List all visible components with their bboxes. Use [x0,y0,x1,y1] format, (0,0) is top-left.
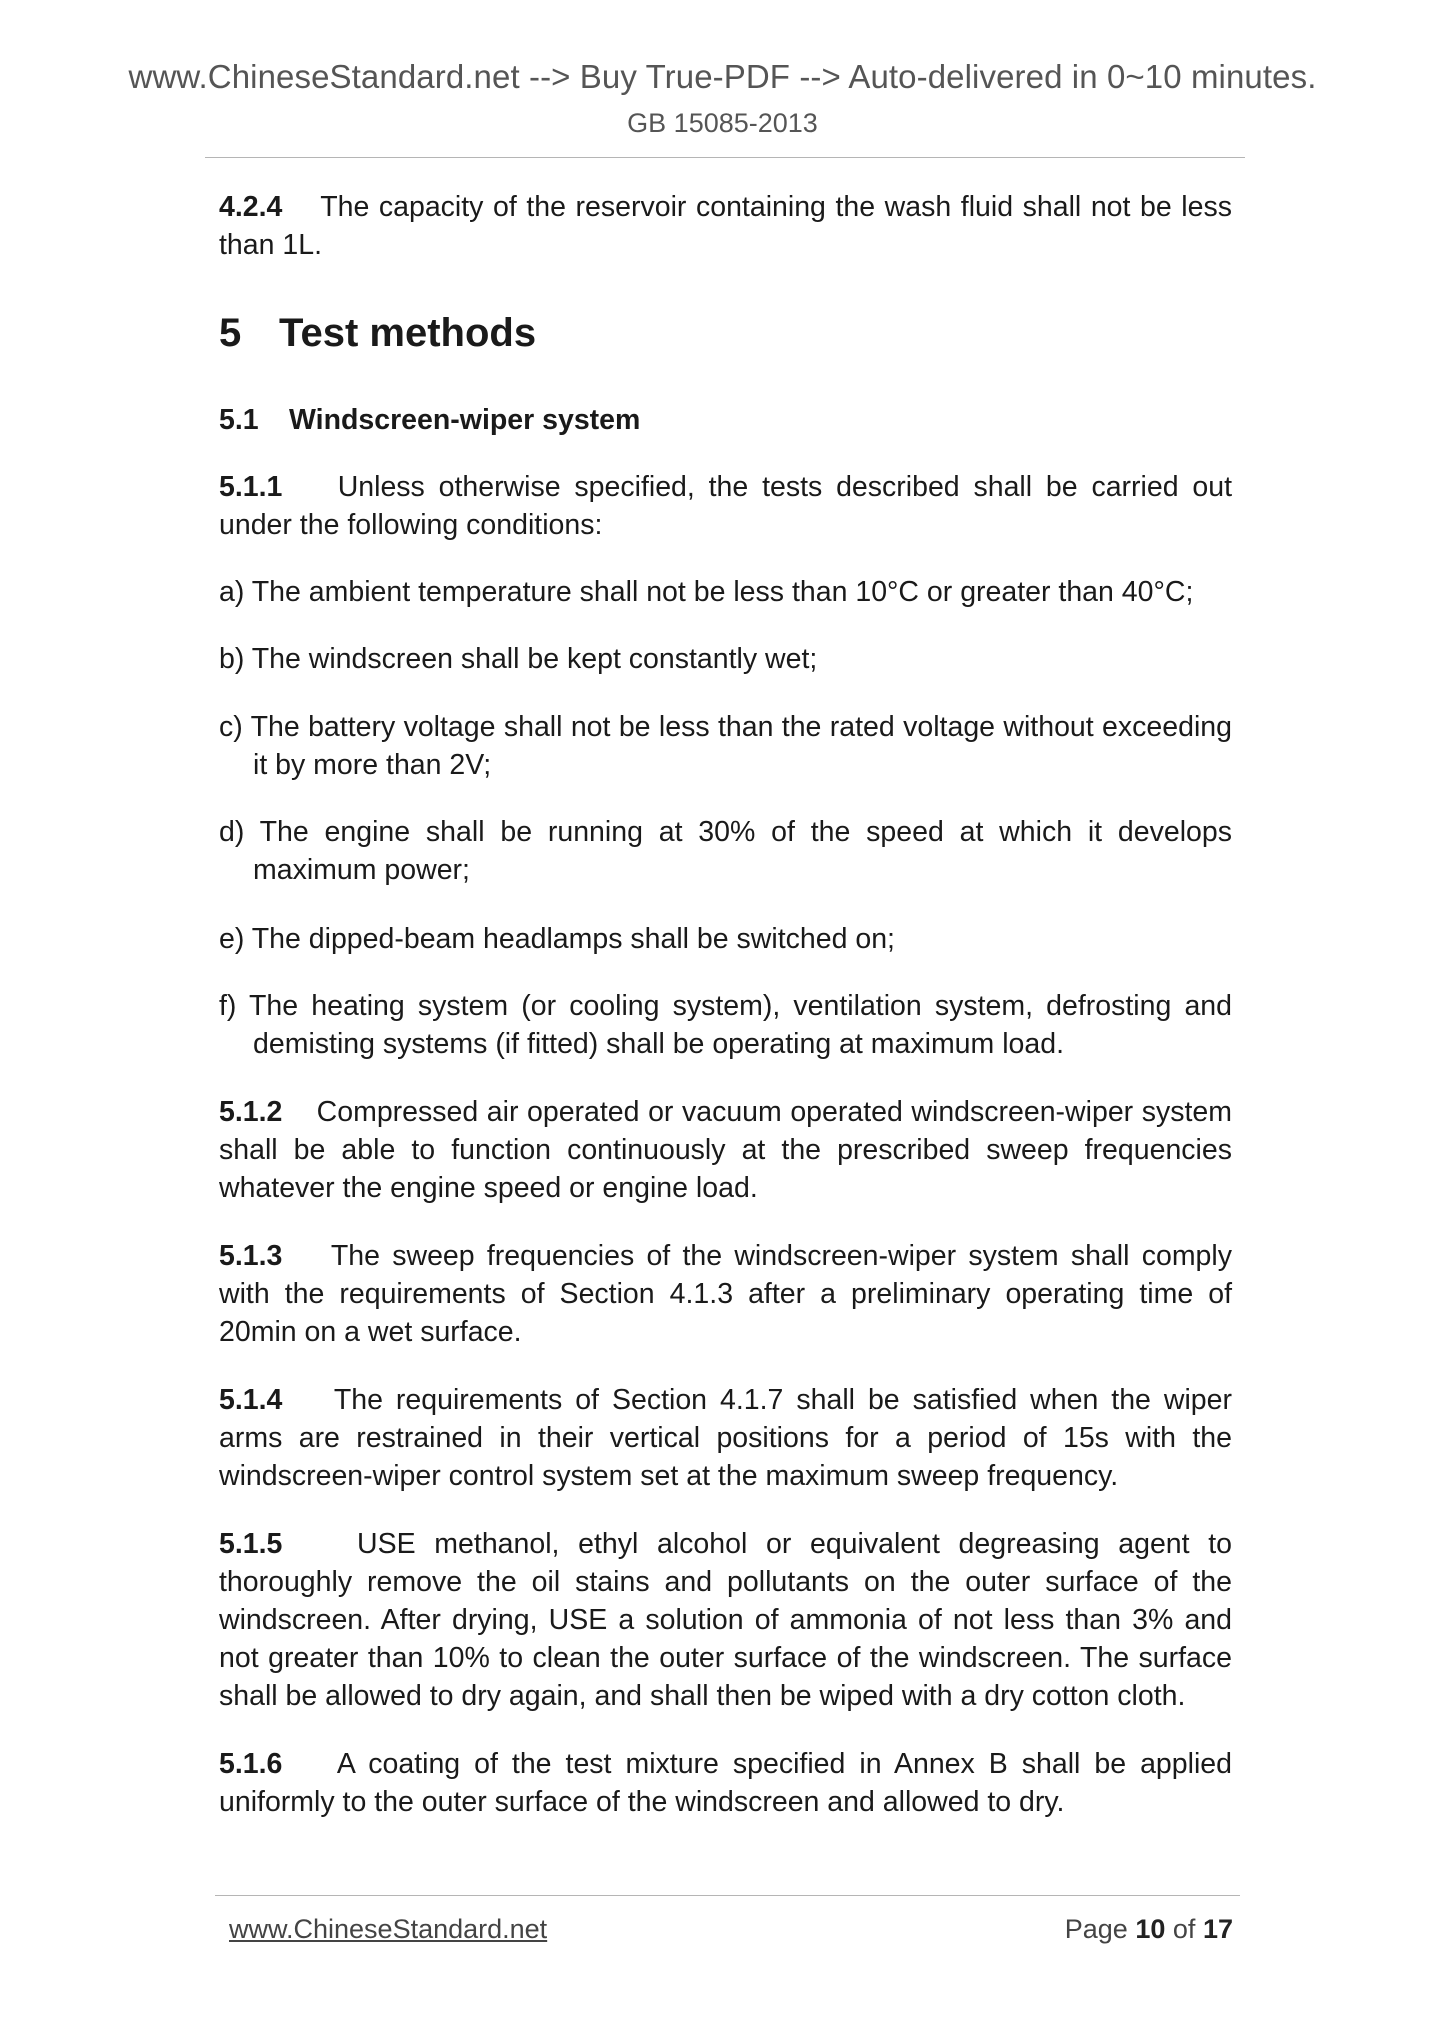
footer-site-link[interactable]: www.ChineseStandard.net [229,1914,548,1944]
clause-text: Unless otherwise specified, the tests described shall be carried out under the following conditions: [219,471,1232,541]
clause-5-1-1 [219,468,1232,544]
page-indicator [1065,1914,1233,1945]
subsection-heading-5-1 [219,401,640,439]
subsection-number: 5.1 [219,404,259,436]
page-word: Page [1064,1914,1128,1944]
clause-label: 5.1.5 [219,1528,283,1560]
clause-label: 5.1.6 [219,1748,283,1780]
section-number: 5 [219,311,242,355]
clause-text: The capacity of the reservoir containing the wash fluid shall not be less than 1L. [219,191,1232,261]
clause-5-1-6 [219,1745,1232,1821]
clause-label: 5.1.1 [219,471,283,503]
condition-item-e: e) The dipped-beam headlamps shall be switched on; [219,923,895,955]
clause-text: USE methanol, ethyl alcohol or equivalent degreasing agent to thoroughly remove the oil stains and pollutants on the outer surface of the windscreen. After drying, USE a solution of ammonia of not less than 3% and not greater than 10% to clean the outer surface of the windscreen. The surface shall be allowed to dry again, and shall then be wiped with a dry cotton cloth. [219,1528,1232,1712]
page-total: 17 [1202,1914,1233,1944]
clause-5-1-4 [219,1381,1232,1495]
clause-4-2-4 [219,188,1232,264]
clause-text: The requirements of Section 4.1.7 shall be satisfied when the wiper arms are restrained in their vertical positions for a period of 15s with the windscreen-wiper control system set at the maximum sweep frequency. [219,1384,1232,1492]
clause-label: 4.2.4 [219,191,283,223]
header-divider [205,157,1245,158]
header-banner-link[interactable]: www.ChineseStandard.net --> Buy True-PDF --> Auto-delivered in 0~10 minutes. [128,58,1317,95]
clause-5-1-2 [219,1093,1232,1207]
clause-label: 5.1.2 [219,1096,283,1128]
condition-item-c: c) The battery voltage shall not be less than the rated voltage without exceeding it by more than 2V; [219,711,1232,781]
section-title: Test methods [279,311,537,355]
section-heading-5 [219,309,536,357]
clause-label: 5.1.4 [219,1384,283,1416]
condition-item-d: d) The engine shall be running at 30% of the speed at which it develops maximum power; [219,816,1232,886]
clause-label: 5.1.3 [219,1240,283,1272]
document-code: GB 15085-2013 [627,108,818,138]
page-of: of [1172,1914,1196,1944]
footer-divider [215,1895,1240,1896]
page-current: 10 [1135,1914,1166,1944]
condition-item-a: a) The ambient temperature shall not be less than 10°C or greater than 40°C; [219,576,1194,608]
condition-item-f: f) The heating system (or cooling system), ventilation system, defrosting and demisting systems (if fitted) shall be operating at maximum load. [219,990,1232,1060]
clause-text: Compressed air operated or vacuum operated windscreen-wiper system shall be able to function continuously at the prescribed sweep frequencies whatever the engine speed or engine load. [219,1096,1232,1204]
clause-5-1-3 [219,1237,1232,1351]
clause-5-1-5 [219,1525,1232,1715]
clause-text: A coating of the test mixture specified in Annex B shall be applied uniformly to the outer surface of the windscreen and allowed to dry. [219,1748,1232,1818]
clause-text: The sweep frequencies of the windscreen-wiper system shall comply with the requirements of Section 4.1.3 after a preliminary operating time of 20min on a wet surface. [219,1240,1232,1348]
condition-item-b: b) The windscreen shall be kept constantly wet; [219,643,818,675]
subsection-title: Windscreen-wiper system [289,404,641,436]
